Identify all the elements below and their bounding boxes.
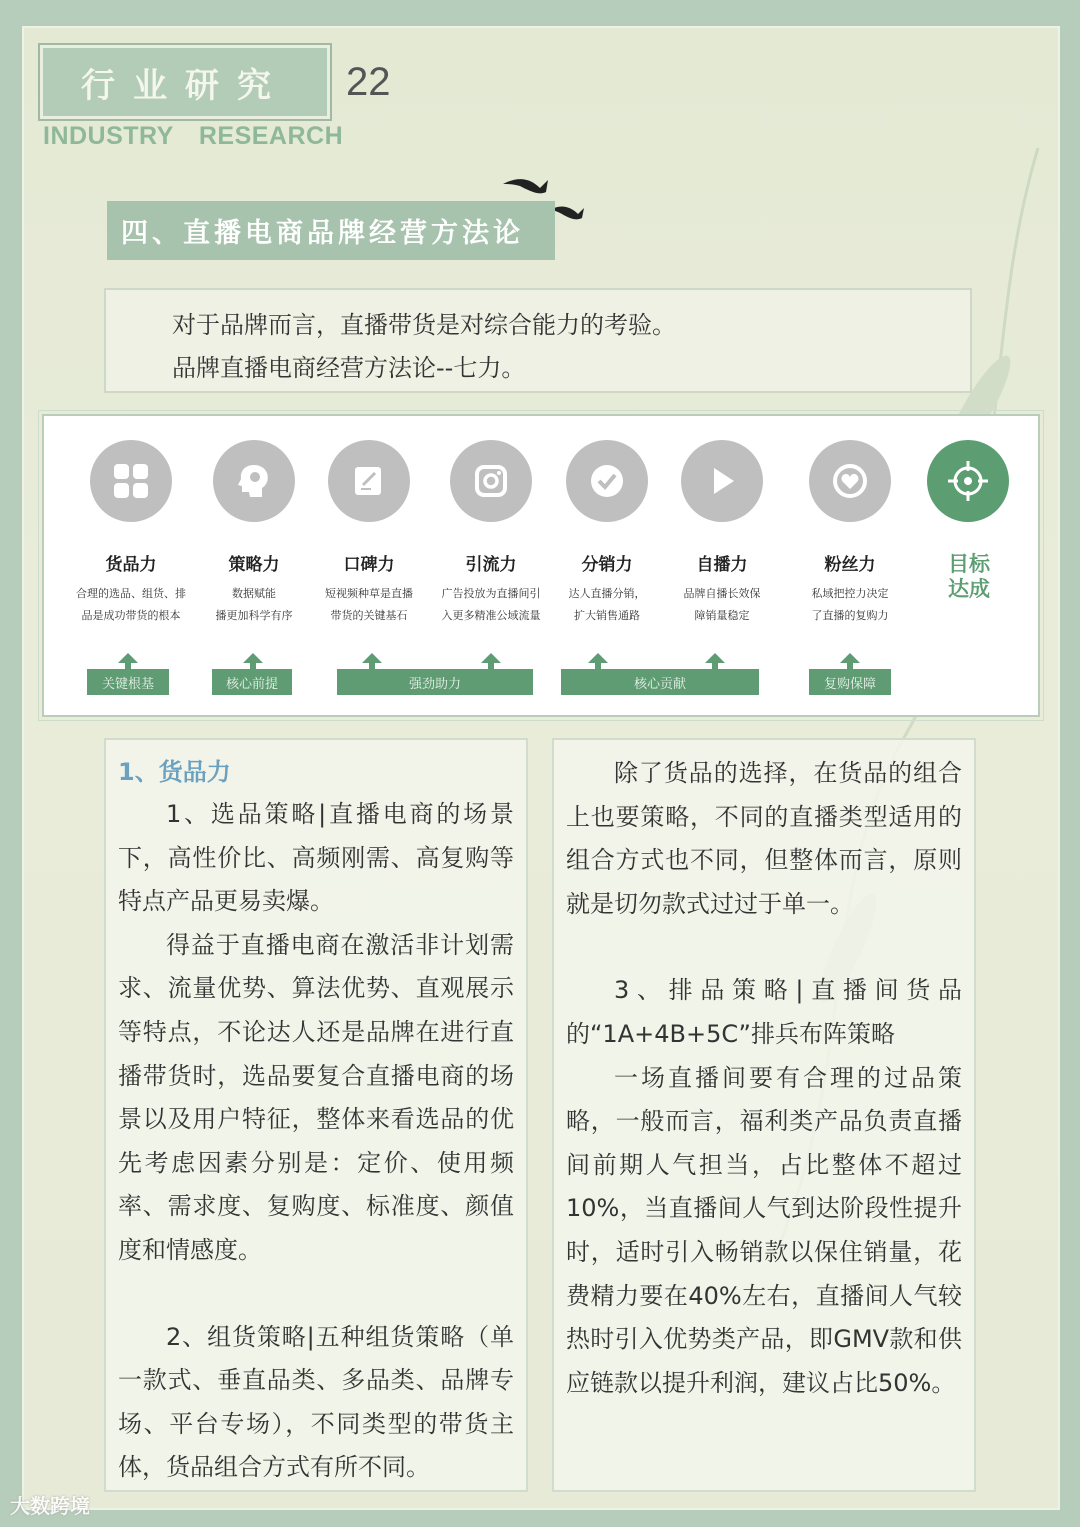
intro-line-2: 品牌直播电商经营方法论--七力。 <box>172 354 526 382</box>
goods-power-heading: 1、货品力 <box>118 758 231 786</box>
power-name: 策略力 <box>228 555 280 575</box>
left-paragraph-1: 1、选品策略|直播电商的场景下，高性价比、高频刚需、高复购等特点产品更易卖爆。 <box>118 800 514 916</box>
power-desc-line1: 达人直播分销， <box>568 587 646 600</box>
seven-powers-diagram <box>42 414 1040 717</box>
goal-label-line2: 达成 <box>948 577 990 601</box>
power-desc-line2: 了直播的复购力 <box>811 609 889 622</box>
right-paragraph-3: 一场直播间要有合理的过品策略，一般而言，福利类产品负责直播间前期人气担当，占比整体不超过10%，当直播间人气到达阶段性提升时，适时引入畅销款以保住销量，花费精力要在40%左右，直播间人气较热时引入优势类产品，即GMV款和供应链款以提升利润，建议占比50%。 <box>566 1063 962 1397</box>
power-item-traffic <box>431 440 551 627</box>
power-item-fans <box>790 440 910 627</box>
power-desc-line2: 播更加科学有序 <box>215 609 293 622</box>
play-icon <box>681 440 763 522</box>
power-desc-line1: 短视频种草是直播 <box>325 587 413 600</box>
badge-core-contribution: 核心贡献 <box>561 669 759 695</box>
section-banner <box>107 201 555 260</box>
header-title-english: INDUSTRY RESEARCH <box>43 122 344 150</box>
grid-icon <box>90 440 172 522</box>
power-name: 自播力 <box>696 555 748 575</box>
section-title: 四、直播电商品牌经营方法论 <box>121 218 524 249</box>
intro-box <box>104 288 972 393</box>
watermark: 大数跨境 <box>10 1494 90 1518</box>
power-desc-line1: 数据赋能 <box>232 587 276 600</box>
badge-key-foundation: 关键根基 <box>87 669 169 695</box>
right-paragraph-1: 除了货品的选择，在货品的组合上也要策略，不同的直播类型适用的组合方式也不同，但整体而言，原则就是切勿款式过过于单一。 <box>566 759 962 918</box>
badge-repurchase-guarantee: 复购保障 <box>809 669 891 695</box>
badge-core-premise: 核心前提 <box>212 669 292 695</box>
header-title: 行业研究 <box>81 65 289 106</box>
power-name: 口碑力 <box>343 555 395 575</box>
head-idea-icon <box>213 440 295 522</box>
power-desc-line2: 扩大销售通路 <box>574 609 640 622</box>
left-paragraph-3: 2、组货策略|五种组货策略（单一款式、垂直品类、多品类、品牌专场、平台专场），不同类型的带货主体，货品组合方式有所不同。 <box>118 1322 514 1482</box>
left-paragraph-2: 得益于直播电商在激活非计划需求、流量优势、算法优势、直观展示等特点，不论达人还是品牌在进行直播带货时，选品要复合直播电商的场景以及用户特征，整体来看选品的优先考虑因素分别是：定价、使用频率、需求度、复购度、标准度、颜值度和情感度。 <box>118 930 514 1264</box>
header-title-box <box>40 45 330 119</box>
power-desc-line2: 障销量稳定 <box>694 609 750 622</box>
right-paragraph-2: 3、排品策略|直播间货品的“1A+4B+5C”排兵布阵策略 <box>566 976 962 1048</box>
power-name: 货品力 <box>105 555 157 575</box>
edit-icon <box>328 440 410 522</box>
power-desc-line2: 入更多精准公域流量 <box>441 609 541 622</box>
goal-label-line1: 目标 <box>948 552 990 576</box>
target-icon <box>927 440 1009 522</box>
power-name: 引流力 <box>465 555 517 575</box>
camera-icon <box>450 440 532 522</box>
power-item-reputation <box>309 440 429 627</box>
power-item-self-live <box>662 440 782 627</box>
power-desc-line1: 广告投放为直播间引 <box>441 587 541 600</box>
page-number: 22 <box>346 60 391 104</box>
power-desc-line2: 带货的关键基石 <box>330 609 408 622</box>
left-column <box>104 738 528 1492</box>
goal-item <box>908 440 1028 522</box>
right-column <box>552 738 976 1492</box>
goal-label <box>934 552 1004 602</box>
badge-strong-boost: 强劲助力 <box>337 669 533 695</box>
intro-line-1: 对于品牌而言，直播带货是对综合能力的考验。 <box>172 311 676 339</box>
power-name: 分销力 <box>581 555 633 575</box>
heart-icon <box>809 440 891 522</box>
power-item-strategy <box>194 440 314 627</box>
power-desc-line1: 合理的选品、组货、排 <box>76 587 186 600</box>
power-item-distribution <box>547 440 667 627</box>
power-item-goods <box>71 440 191 627</box>
power-desc-line2: 品是成功带货的根本 <box>81 609 181 622</box>
check-icon <box>566 440 648 522</box>
power-desc-line1: 品牌自播长效保 <box>683 587 761 600</box>
power-name: 粉丝力 <box>824 555 876 575</box>
power-desc-line1: 私域把控力决定 <box>811 587 889 600</box>
